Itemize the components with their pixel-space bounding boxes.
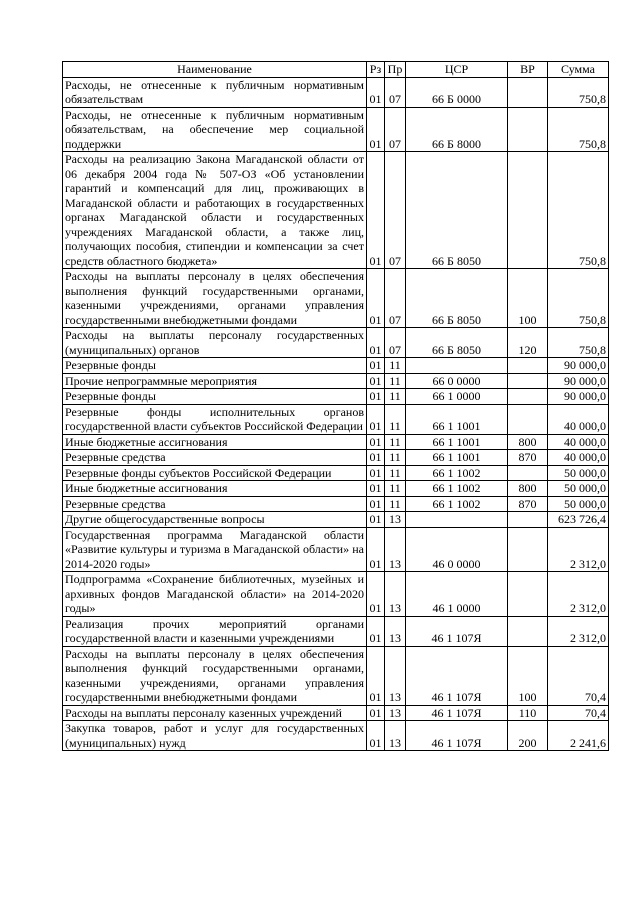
- cell-csr: 66 Б 8050: [406, 328, 508, 358]
- header-vr: ВР: [508, 62, 548, 78]
- table-row: [63, 721, 609, 751]
- cell-rz: 01: [367, 512, 385, 528]
- cell-vr: [508, 616, 548, 646]
- cell-name: Расходы на выплаты персоналу казенных учреждений: [63, 705, 367, 721]
- cell-name: Закупка товаров, работ и услуг для государственных (муниципальных) нужд: [63, 721, 367, 751]
- table-row: [63, 616, 609, 646]
- cell-pr: 13: [385, 527, 406, 572]
- cell-vr: [508, 107, 548, 152]
- cell-sum: 50 000,0: [548, 496, 609, 512]
- cell-sum: 40 000,0: [548, 434, 609, 450]
- cell-rz: 01: [367, 404, 385, 434]
- cell-vr: 870: [508, 496, 548, 512]
- cell-name: Расходы на выплаты персоналу государственных (муниципальных) органов: [63, 328, 367, 358]
- cell-rz: 01: [367, 269, 385, 328]
- cell-rz: 01: [367, 152, 385, 269]
- cell-csr: 66 Б 8000: [406, 107, 508, 152]
- cell-rz: 01: [367, 77, 385, 107]
- table-row: [63, 572, 609, 617]
- cell-pr: 11: [385, 450, 406, 466]
- table-body: [63, 77, 609, 751]
- cell-csr: 66 1 1002: [406, 496, 508, 512]
- cell-sum: 623 726,4: [548, 512, 609, 528]
- cell-vr: [508, 572, 548, 617]
- cell-vr: 800: [508, 434, 548, 450]
- header-rz: Рз: [367, 62, 385, 78]
- cell-vr: 800: [508, 481, 548, 497]
- table-row: [63, 646, 609, 705]
- cell-name: Резервные фонды субъектов Российской Федерации: [63, 465, 367, 481]
- table-row: [63, 107, 609, 152]
- cell-vr: 100: [508, 646, 548, 705]
- cell-vr: [508, 152, 548, 269]
- cell-sum: 50 000,0: [548, 481, 609, 497]
- header-row: [63, 62, 609, 78]
- table-row: [63, 358, 609, 374]
- table-row: [63, 373, 609, 389]
- cell-sum: 40 000,0: [548, 450, 609, 466]
- cell-sum: 750,8: [548, 107, 609, 152]
- cell-csr: 46 1 107Я: [406, 721, 508, 751]
- cell-sum: 750,8: [548, 77, 609, 107]
- cell-vr: 200: [508, 721, 548, 751]
- cell-name: Резервные фонды исполнительных органов государственной власти субъектов Российской Федерации: [63, 404, 367, 434]
- cell-sum: 2 241,6: [548, 721, 609, 751]
- cell-rz: 01: [367, 481, 385, 497]
- cell-rz: 01: [367, 646, 385, 705]
- cell-rz: 01: [367, 328, 385, 358]
- cell-name: Резервные фонды: [63, 389, 367, 405]
- table-row: [63, 269, 609, 328]
- cell-sum: 70,4: [548, 646, 609, 705]
- table-row: [63, 389, 609, 405]
- cell-csr: [406, 358, 508, 374]
- cell-vr: [508, 512, 548, 528]
- cell-name: Резервные средства: [63, 496, 367, 512]
- cell-name: Прочие непрограммные мероприятия: [63, 373, 367, 389]
- cell-rz: 01: [367, 572, 385, 617]
- cell-vr: [508, 465, 548, 481]
- table-row: [63, 512, 609, 528]
- cell-name: Расходы на выплаты персоналу в целях обеспечения выполнения функций государственными органами, казенными учреждениями, органами управления государственными внебюджетными фондами: [63, 269, 367, 328]
- cell-name: Подпрограмма «Сохранение библиотечных, музейных и архивных фондов Магаданской области» на 2014-2020 годы»: [63, 572, 367, 617]
- header-csr: ЦСР: [406, 62, 508, 78]
- cell-rz: 01: [367, 389, 385, 405]
- cell-sum: 750,8: [548, 328, 609, 358]
- cell-pr: 11: [385, 465, 406, 481]
- cell-pr: 11: [385, 373, 406, 389]
- cell-csr: 66 1 1001: [406, 404, 508, 434]
- budget-table: [62, 61, 609, 751]
- cell-name: Резервные средства: [63, 450, 367, 466]
- cell-name: Расходы на реализацию Закона Магаданской области от 06 декабря 2004 года № 507-ОЗ «Об установлении гарантий и компенсаций для лиц, проживающих в Магаданской области и работающих в государственных органах Магаданской области и государственных учреждениях Магаданской области, а также лиц, получающих пособия, стипендии и компенсации за счет средств областного бюджета»: [63, 152, 367, 269]
- cell-name: Другие общегосударственные вопросы: [63, 512, 367, 528]
- cell-rz: 01: [367, 705, 385, 721]
- cell-sum: 40 000,0: [548, 404, 609, 434]
- cell-csr: 66 1 1001: [406, 450, 508, 466]
- cell-csr: 66 1 0000: [406, 389, 508, 405]
- table-row: [63, 465, 609, 481]
- cell-vr: [508, 77, 548, 107]
- cell-sum: 90 000,0: [548, 358, 609, 374]
- cell-csr: 66 1 1001: [406, 434, 508, 450]
- cell-pr: 07: [385, 77, 406, 107]
- table-row: [63, 481, 609, 497]
- cell-csr: 66 Б 0000: [406, 77, 508, 107]
- cell-vr: [508, 404, 548, 434]
- cell-sum: 50 000,0: [548, 465, 609, 481]
- cell-pr: 07: [385, 152, 406, 269]
- cell-name: Государственная программа Магаданской области «Развитие культуры и туризма в Магаданской области» на 2014-2020 годы»: [63, 527, 367, 572]
- cell-vr: [508, 389, 548, 405]
- table-row: [63, 152, 609, 269]
- cell-csr: 46 0 0000: [406, 527, 508, 572]
- cell-sum: 90 000,0: [548, 389, 609, 405]
- cell-csr: 46 1 0000: [406, 572, 508, 617]
- cell-pr: 11: [385, 434, 406, 450]
- cell-pr: 13: [385, 705, 406, 721]
- cell-csr: 46 1 107Я: [406, 705, 508, 721]
- cell-rz: 01: [367, 527, 385, 572]
- cell-vr: [508, 527, 548, 572]
- cell-csr: 66 1 1002: [406, 481, 508, 497]
- table-row: [63, 450, 609, 466]
- cell-name: Иные бюджетные ассигнования: [63, 481, 367, 497]
- cell-vr: 870: [508, 450, 548, 466]
- cell-rz: 01: [367, 465, 385, 481]
- cell-rz: 01: [367, 373, 385, 389]
- cell-pr: 11: [385, 358, 406, 374]
- cell-pr: 07: [385, 107, 406, 152]
- cell-vr: [508, 358, 548, 374]
- cell-csr: 66 Б 8050: [406, 269, 508, 328]
- cell-sum: 2 312,0: [548, 572, 609, 617]
- cell-pr: 13: [385, 572, 406, 617]
- table-row: [63, 705, 609, 721]
- cell-pr: 11: [385, 481, 406, 497]
- cell-vr: 100: [508, 269, 548, 328]
- cell-vr: [508, 373, 548, 389]
- cell-vr: 110: [508, 705, 548, 721]
- cell-sum: 2 312,0: [548, 616, 609, 646]
- cell-name: Резервные фонды: [63, 358, 367, 374]
- cell-pr: 13: [385, 721, 406, 751]
- cell-sum: 90 000,0: [548, 373, 609, 389]
- cell-csr: 66 0 0000: [406, 373, 508, 389]
- table-row: [63, 77, 609, 107]
- cell-rz: 01: [367, 434, 385, 450]
- cell-rz: 01: [367, 358, 385, 374]
- table-row: [63, 496, 609, 512]
- cell-pr: 11: [385, 496, 406, 512]
- cell-vr: 120: [508, 328, 548, 358]
- table-row: [63, 434, 609, 450]
- table-row: [63, 404, 609, 434]
- cell-sum: 750,8: [548, 269, 609, 328]
- cell-pr: 11: [385, 404, 406, 434]
- cell-rz: 01: [367, 107, 385, 152]
- cell-name: Расходы, не отнесенные к публичным нормативным обязательствам, на обеспечение мер социальной поддержки: [63, 107, 367, 152]
- cell-rz: 01: [367, 496, 385, 512]
- cell-sum: 750,8: [548, 152, 609, 269]
- header-sum: Сумма: [548, 62, 609, 78]
- cell-pr: 07: [385, 269, 406, 328]
- cell-csr: 66 1 1002: [406, 465, 508, 481]
- table-row: [63, 328, 609, 358]
- table-row: [63, 527, 609, 572]
- cell-csr: [406, 512, 508, 528]
- cell-pr: 11: [385, 389, 406, 405]
- cell-csr: 46 1 107Я: [406, 616, 508, 646]
- header-pr: Пр: [385, 62, 406, 78]
- cell-rz: 01: [367, 616, 385, 646]
- cell-pr: 13: [385, 616, 406, 646]
- cell-sum: 70,4: [548, 705, 609, 721]
- cell-sum: 2 312,0: [548, 527, 609, 572]
- cell-rz: 01: [367, 721, 385, 751]
- header-name: Наименование: [63, 62, 367, 78]
- cell-pr: 07: [385, 328, 406, 358]
- cell-name: Реализация прочих мероприятий органами государственной власти и казенными учреждениями: [63, 616, 367, 646]
- cell-csr: 66 Б 8050: [406, 152, 508, 269]
- cell-pr: 13: [385, 646, 406, 705]
- cell-rz: 01: [367, 450, 385, 466]
- cell-pr: 13: [385, 512, 406, 528]
- cell-name: Расходы на выплаты персоналу в целях обеспечения выполнения функций государственными органами, казенными учреждениями, органами управления государственными внебюджетными фондами: [63, 646, 367, 705]
- cell-csr: 46 1 107Я: [406, 646, 508, 705]
- cell-name: Расходы, не отнесенные к публичным нормативным обязательствам: [63, 77, 367, 107]
- cell-name: Иные бюджетные ассигнования: [63, 434, 367, 450]
